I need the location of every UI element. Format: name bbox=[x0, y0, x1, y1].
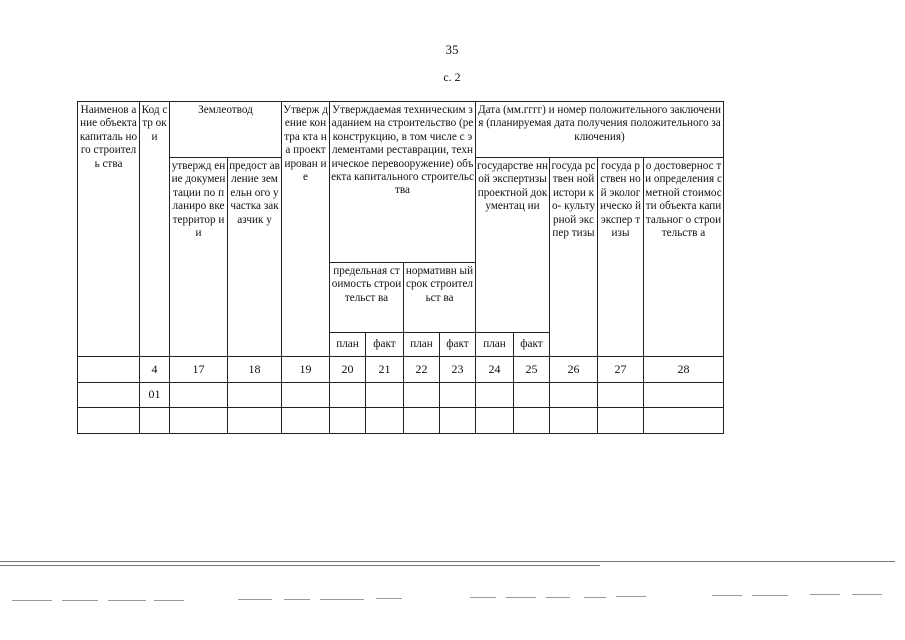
table-cell[interactable] bbox=[330, 383, 366, 408]
table-cell[interactable] bbox=[78, 383, 140, 408]
table-cell[interactable] bbox=[644, 383, 724, 408]
table-cell[interactable] bbox=[550, 408, 598, 434]
table-row bbox=[78, 383, 724, 408]
column-number: 27 bbox=[598, 357, 644, 383]
table-cell[interactable] bbox=[476, 408, 514, 434]
column-number: 22 bbox=[404, 357, 440, 383]
header-plan: план bbox=[330, 333, 366, 357]
header-plan: план bbox=[404, 333, 440, 357]
header-planning-docs: утвержд ение докумен тации по планиро вке территор ии bbox=[170, 158, 228, 357]
header-cost-reliability: о достовернос ти определения сметной стоимости объекта капитальног о строительств а bbox=[644, 158, 724, 357]
form-table bbox=[77, 101, 724, 434]
table-cell[interactable] bbox=[366, 408, 404, 434]
column-number: 17 bbox=[170, 357, 228, 383]
header-plan: план bbox=[476, 333, 514, 357]
table-cell[interactable] bbox=[282, 408, 330, 434]
table-cell[interactable] bbox=[404, 383, 440, 408]
header-historical-expertise: госуда рствен ной истори ко- культу рной экспер тизы bbox=[550, 158, 598, 357]
table-cell[interactable] bbox=[330, 408, 366, 434]
table-row bbox=[78, 408, 724, 434]
table-cell[interactable] bbox=[440, 408, 476, 434]
header-object-name: Наименов ание объекта капиталь ного строитель ства bbox=[78, 102, 140, 357]
header-conclusion-date: Дата (мм.гггг) и номер положительного заключения (планируемая дата получения положительного заключения) bbox=[476, 102, 724, 158]
table-cell[interactable] bbox=[514, 408, 550, 434]
table-cell[interactable] bbox=[598, 383, 644, 408]
column-number: 23 bbox=[440, 357, 476, 383]
page-number: 35 bbox=[445, 42, 459, 57]
header-land-plot: предост авление земельн ого участка заказчик у bbox=[228, 158, 282, 357]
column-number: 24 bbox=[476, 357, 514, 383]
table-cell[interactable] bbox=[514, 383, 550, 408]
header-row-code: Код стр оки bbox=[140, 102, 170, 357]
column-number: 21 bbox=[366, 357, 404, 383]
header-fact: факт bbox=[366, 333, 404, 357]
header-fact: факт bbox=[514, 333, 550, 357]
table-cell[interactable] bbox=[170, 383, 228, 408]
scan-edge-line bbox=[0, 561, 895, 562]
column-number: 25 bbox=[514, 357, 550, 383]
header-contract-approval: Утверж дение контра кта на проект ирован ие bbox=[282, 102, 330, 357]
header-approved-by-spec: Утверждаемая техническим заданием на строительство (реконструкцию, в том числе с элементами реставрации, техническое перевооружение) объекта капитального строительства bbox=[330, 102, 476, 263]
table-cell[interactable] bbox=[282, 383, 330, 408]
header-standard-term: нормативн ый срок строительст ва bbox=[404, 263, 476, 333]
header-max-cost: предельная стоимость строительст ва bbox=[330, 263, 404, 333]
table-cell[interactable] bbox=[140, 408, 170, 434]
table-cell[interactable] bbox=[78, 408, 140, 434]
column-number-row bbox=[78, 357, 724, 383]
table-cell[interactable] bbox=[644, 408, 724, 434]
scan-edge-line bbox=[0, 565, 600, 566]
table-cell[interactable] bbox=[476, 383, 514, 408]
table-cell[interactable] bbox=[366, 383, 404, 408]
column-number: 28 bbox=[644, 357, 724, 383]
column-number: 26 bbox=[550, 357, 598, 383]
table-cell[interactable] bbox=[440, 383, 476, 408]
column-number: 20 bbox=[330, 357, 366, 383]
column-number: 18 bbox=[228, 357, 282, 383]
header-land-allotment: Землеотвод bbox=[170, 102, 282, 158]
table-cell[interactable] bbox=[598, 408, 644, 434]
subpage-label: с. 2 bbox=[443, 70, 461, 84]
column-number: 4 bbox=[140, 357, 170, 383]
table-cell[interactable] bbox=[228, 383, 282, 408]
table-cell[interactable] bbox=[228, 408, 282, 434]
table-cell[interactable]: 01 bbox=[140, 383, 170, 408]
column-number: 19 bbox=[282, 357, 330, 383]
table-cell[interactable] bbox=[404, 408, 440, 434]
column-number bbox=[78, 357, 140, 383]
header-fact: факт bbox=[440, 333, 476, 357]
table-cell[interactable] bbox=[550, 383, 598, 408]
header-state-expertise: государстве нной экспертизы проектной документац ии bbox=[476, 158, 550, 333]
header-ecological-expertise: госуда рствен ной эколог ическо й экспер тизы bbox=[598, 158, 644, 357]
table-cell[interactable] bbox=[170, 408, 228, 434]
